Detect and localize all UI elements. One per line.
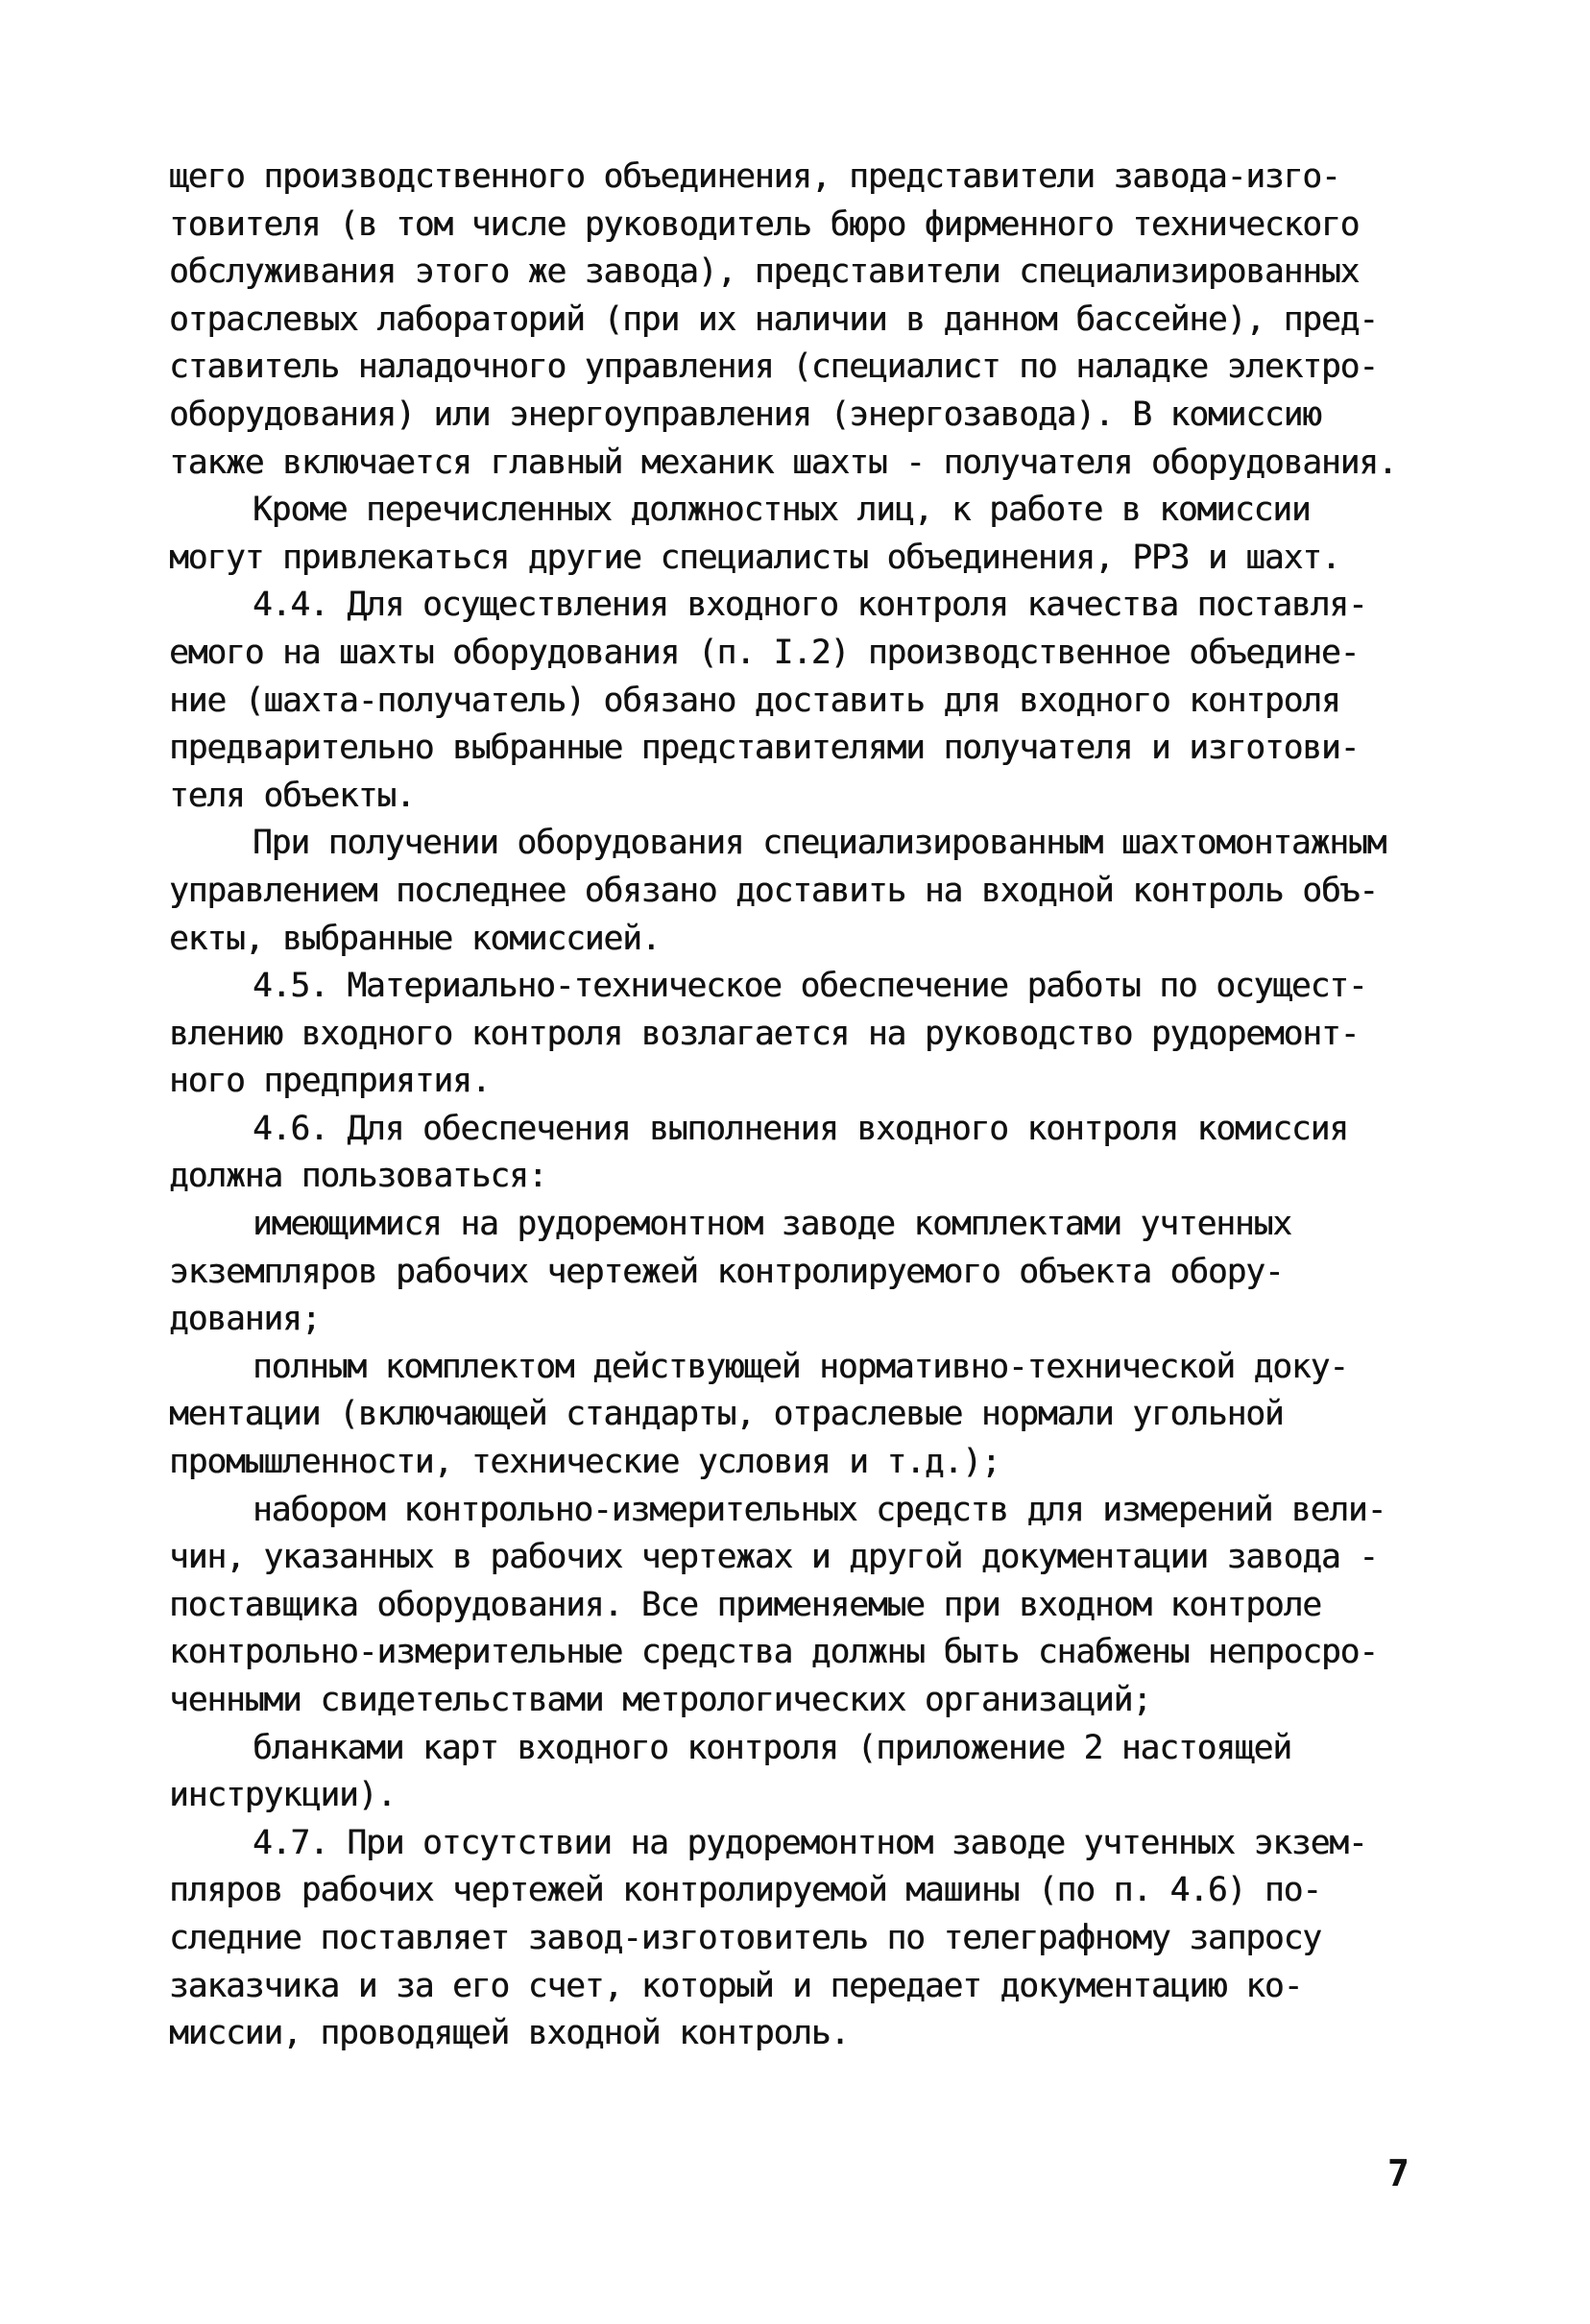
- text-line: поставщика оборудования. Все применяемые при входном контроле: [169, 1585, 1321, 1624]
- text-line: полным комплектом действующей нормативно-технической доку-: [253, 1347, 1348, 1386]
- text-line: набором контрольно-измерительных средств для измерений вели-: [253, 1490, 1386, 1529]
- page-number: 7: [1387, 2152, 1409, 2194]
- text-line: следние поставляет завод-изготовитель по телеграфному запросу: [169, 1918, 1321, 1957]
- text-line: заказчика и за его счет, который и передает документацию ко-: [169, 1966, 1303, 2005]
- text-line: контрольно-измерительные средства должны быть снабжены непросро-: [169, 1633, 1378, 1672]
- text-line: товителя (в том числе руководитель бюро фирменного технического: [169, 204, 1360, 244]
- text-line: 4.7. При отсутствии на рудоремонтном заводе учтенных экзем-: [253, 1823, 1367, 1862]
- text-line: должна пользоваться:: [169, 1157, 547, 1196]
- text-line: 4.5. Материально-техническое обеспечение работы по осущест-: [253, 967, 1367, 1006]
- text-line: экземпляров рабочих чертежей контролируемого объекта обору-: [169, 1252, 1284, 1291]
- text-line: ного предприятия.: [169, 1062, 491, 1101]
- text-line: могут привлекаться другие специалисты объединения, РРЗ и шахт.: [169, 538, 1340, 577]
- text-line: имеющимися на рудоремонтном заводе комплектами учтенных: [253, 1205, 1291, 1244]
- text-line: ставитель наладочного управления (специалист по наладке электро-: [169, 347, 1378, 387]
- text-line: 4.6. Для обеспечения выполнения входного контроля комиссия: [253, 1109, 1348, 1148]
- text-line: бланками карт входного контроля (приложение 2 настоящей: [253, 1728, 1291, 1767]
- text-line: предварительно выбранные представителями получателя и изготови-: [169, 729, 1360, 768]
- text-line: пляров рабочих чертежей контролируемой машины (по п. 4.6) по-: [169, 1871, 1321, 1910]
- text-line: дования;: [169, 1300, 321, 1339]
- text-line: также включается главный механик шахты - получателя оборудования.: [169, 443, 1397, 482]
- text-line: промышленности, технические условия и т.д.);: [169, 1443, 1000, 1482]
- body-text: [169, 154, 1427, 2058]
- text-line: управлением последнее обязано доставить на входной контроль объ-: [169, 871, 1378, 910]
- text-line: обслуживания этого же завода), представители специализированных: [169, 252, 1360, 292]
- text-line: миссии, проводящей входной контроль.: [169, 2014, 850, 2053]
- text-line: емого на шахты оборудования (п. I.2) производственное объедине-: [169, 633, 1360, 672]
- text-line: ментации (включающей стандарты, отраслевые нормали угольной: [169, 1395, 1284, 1434]
- text-line: щего производственного объединения, представители завода-изго-: [169, 157, 1340, 196]
- text-line: ние (шахта-получатель) обязано доставить для входного контроля: [169, 681, 1340, 720]
- text-line: ченными свидетельствами метрологических организаций;: [169, 1681, 1151, 1719]
- text-line: инструкции).: [169, 1776, 397, 1815]
- text-line: Кроме перечисленных должностных лиц, к работе в комиссии: [253, 491, 1311, 530]
- text-line: 4.4. Для осуществления входного контроля качества поставля-: [253, 586, 1367, 625]
- text-line: оборудования) или энергоуправления (энергозавода). В комиссию: [169, 395, 1321, 434]
- text-line: При получении оборудования специализированным шахтомонтажным: [253, 824, 1386, 863]
- text-line: теля объекты.: [169, 776, 415, 815]
- text-line: чин, указанных в рабочих чертежах и другой документации завода -: [169, 1538, 1378, 1577]
- text-line: влению входного контроля возлагается на руководство рудоремонт-: [169, 1014, 1360, 1053]
- text-line: отраслевых лабораторий (при их наличии в данном бассейне), пред-: [169, 299, 1378, 339]
- text-line: екты, выбранные комиссией.: [169, 919, 661, 958]
